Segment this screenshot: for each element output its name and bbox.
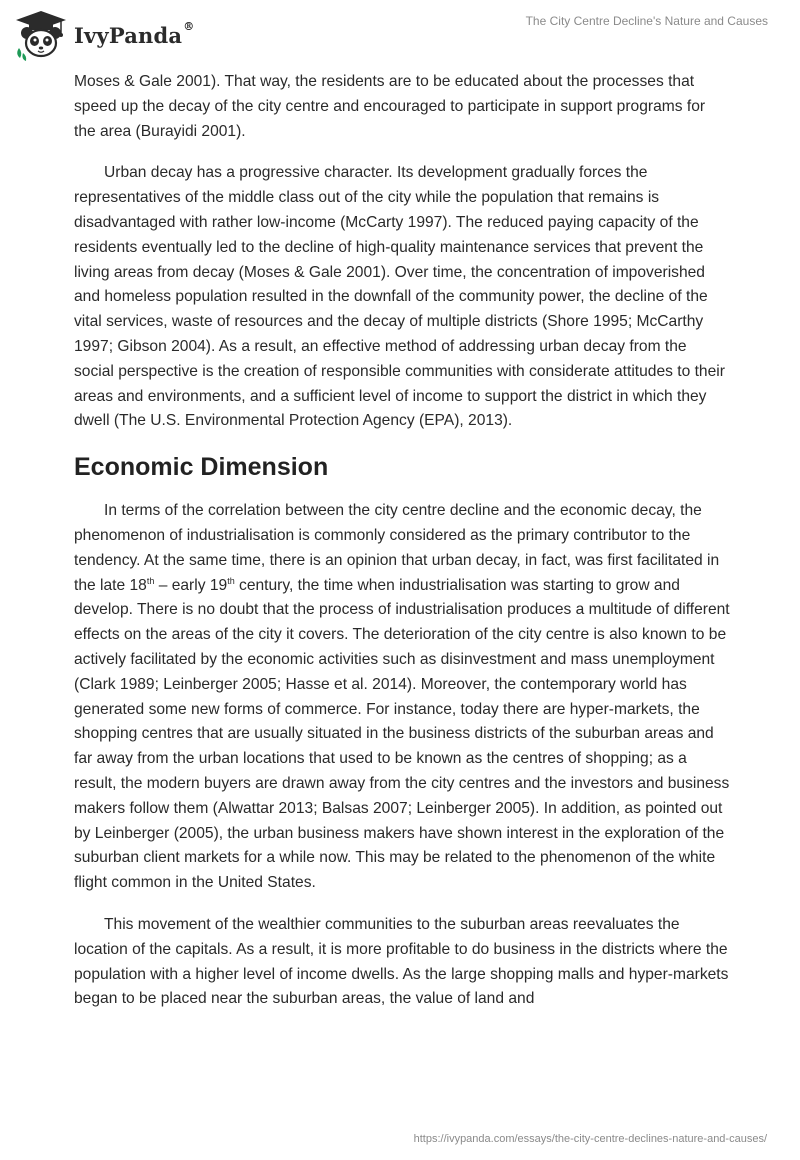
running-title: The City Centre Decline's Nature and Causes xyxy=(525,14,768,28)
source-url[interactable]: https://ivypanda.com/essays/the-city-centre-declines-nature-and-causes/ xyxy=(413,1133,767,1145)
panda-graduate-icon xyxy=(14,8,68,62)
paragraph-urban-decay: Urban decay has a progressive character. Its development gradually forces the representatives of the middle class out of the city while the population that remains is disadvantaged with rather low-income (McCarty 1997). The reduced paying capacity of the residents eventually led to the decline of high-quality maintenance services that prevent the living areas from decay (Moses & Gale 2001). Over time, the concentration of impoverished and homeless population resulted in the downfall of the community power, the decline of the vital services, waste of resources and the decay of multiple districts (Shore 1995; McCarthy 1997; Gibson 2004). As a result, an effective method of addressing urban decay from the social perspective is the creation of responsible communities with considerate attitudes to their areas and environments, and a sufficient level of income to support the district in which they dwell (The U.S. Environmental Protection Agency (EPA), 2013). xyxy=(74,164,725,430)
section-heading-economic-dimension: Economic Dimension xyxy=(74,453,329,482)
paragraph-continuation: Moses & Gale 2001). That way, the residents are to be educated about the processes that speed up the decay of the city centre and encouraged to participate in support programs for the area (Burayidi 2001). xyxy=(74,73,706,140)
paragraph-wealthier-communities: This movement of the wealthier communities to the suburban areas reevaluates the location of the capitals. As a result, it is more profitable to do business in the districts where the population with a higher level of income dwells. As the large shopping malls and hyper-markets began to be placed near the suburban areas, the value of land and xyxy=(74,915,729,1008)
brand-name: IvyPanda® xyxy=(74,19,195,48)
brand-logo[interactable] xyxy=(14,8,194,62)
paragraph-industrialisation: In terms of the correlation between the city centre decline and the economic decay, the phenomenon of industrialisation is commonly considered as the primary contributor to the tendency. At the same time, there is an opinion that urban decay, in fact, was first facilitated in the late 18th – early 19th century, the time when industrialisation was starting to grow and develop. There is no doubt that the process of industrialisation produces a multitude of different effects on the areas of the city it covers. The deterioration of the city centre is also known to be actively facilitated by the economic activities such as disinvestment and mass unemployment (Clark 1989; Leinberger 2005; Hasse et al. 2014). Moreover, the contemporary world has generated some new forms of commerce. For instance, today there are hyper-markets, the shopping centres that are usually situated in the business districts of the suburban areas and far away from the urban locations that used to be known as the centres of shopping; as a result, the modern buyers are drawn away from the city centres and the investors and business makers follow them (Alwattar 2013; Balsas 2007; Leinberger 2005). In addition, as pointed out by Leinberger (2005), the urban business makers have shown interest in the exploration of the suburban client markets for a while now. This may be related to the phenomenon of the white flight common in the United States. xyxy=(74,502,730,892)
page-header xyxy=(0,0,800,66)
essay-body xyxy=(74,70,730,1029)
